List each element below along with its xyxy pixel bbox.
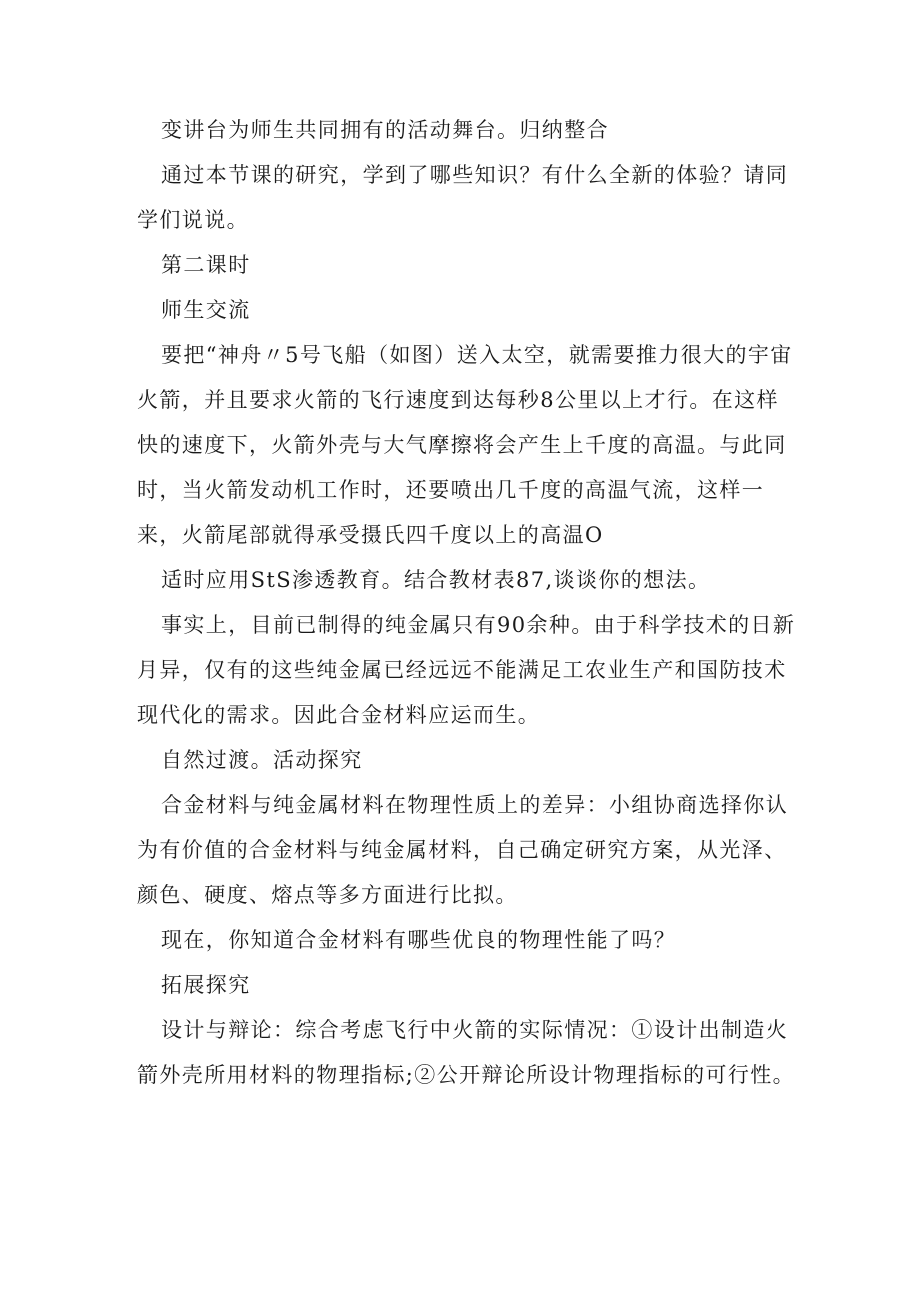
heading-second-lesson: 第二课时: [161, 253, 251, 277]
paragraph-sts-education: 适时应用StS渗透教育。结合教材表87,谈谈你的想法。: [161, 568, 711, 592]
paragraph-summary-question: 通过本节课的研究，学到了哪些知识？有什么全新的体验？请同学们说说。: [137, 163, 789, 232]
paragraph-alloy-comparison: 合金材料与纯金属材料在物理性质上的差异：小组协商选择你认为有价值的合金材料与纯金属材料，自己确定研究方案，从光泽、颜色、硬度、熔点等多方面进行比拟。: [137, 793, 789, 907]
paragraph-alloy-question: 现在，你知道合金材料有哪些优良的物理性能了吗？: [161, 928, 677, 952]
paragraph-pure-metals: 事实上，目前已制得的纯金属只有90余种。由于科学技术的日新月异，仅有的这些纯金属已经远远不能满足工农业生产和国防技术现代化的需求。因此合金材料应运而生。: [137, 613, 796, 727]
heading-teacher-student-exchange: 师生交流: [161, 298, 251, 322]
paragraph-design-debate: 设计与辩论：综合考虑飞行中火箭的实际情况：①设计出制造火箭外壳所用材料的物理指标;②公开辩论所设计物理指标的可行性。: [137, 1018, 796, 1087]
paragraph-rocket-context: 要把“神舟〃5号飞船（如图）送入太空，就需要推力很大的宇宙火箭，并且要求火箭的飞行速度到达每秒8公里以上才行。在这样快的速度下，火箭外壳与大气摩擦将会产生上千度的高温。与此同时，当火箭发动机工作时，还要喷出几千度的高温气流，这样一来，火箭尾部就得承受摄氏四千度以上的高温O: [137, 343, 793, 547]
heading-activity-inquiry: 自然过渡。活动探究: [161, 748, 363, 772]
heading-extension-inquiry: 拓展探究: [161, 973, 251, 997]
paragraph-intro: 变讲台为师生共同拥有的活动舞台。归纳整合: [161, 118, 609, 142]
